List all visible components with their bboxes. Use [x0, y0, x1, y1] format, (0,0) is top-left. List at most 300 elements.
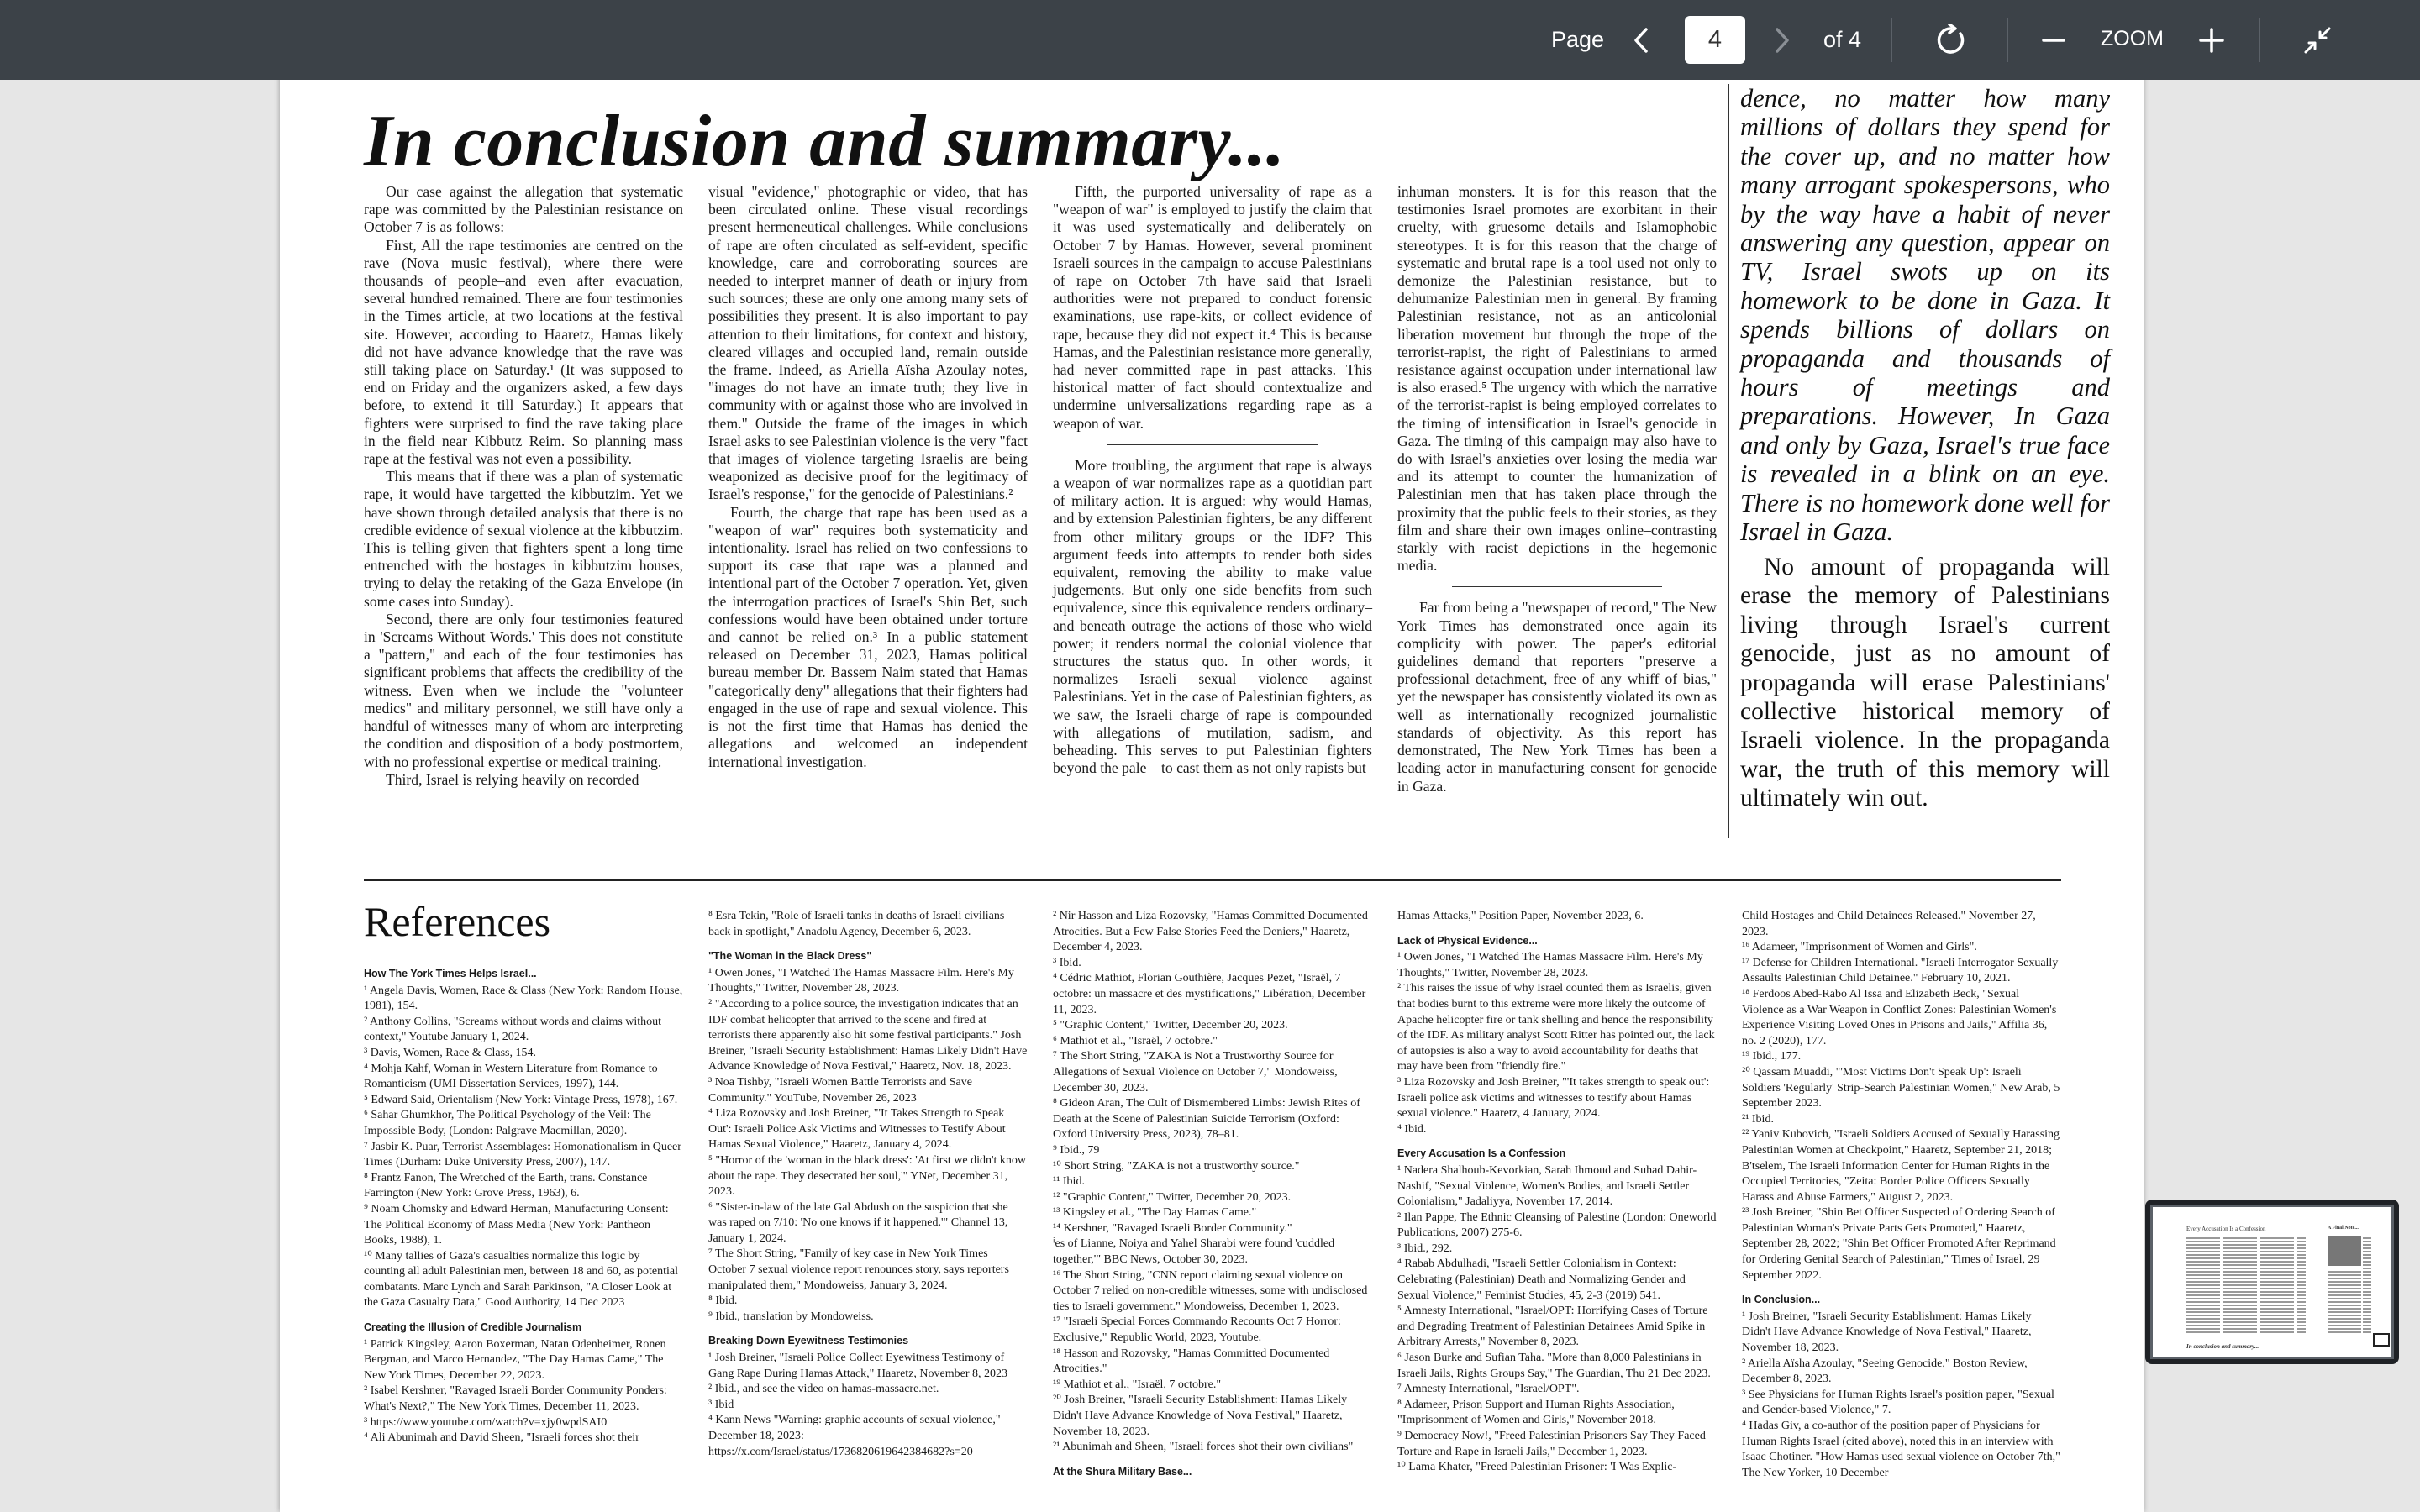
reference-entry: ² Ariella Aïsha Azoulay, "Seeing Genocide," Boston Review, December 8, 2023. [1742, 1357, 2028, 1386]
reference-entry: ² This raises the issue of why Israel counted them as Israelis, given that bodies burnt to this extreme were more likely the outcome of Apache helicopter fire or tank shelling and hence the responsibility of the IDF. As military analyst Scott Ritter has pointed out, the lack of autopsies is also a way to avoid accountability for deaths that may have been from "friendly fire." [1397, 982, 1715, 1074]
reference-entry: ² Ibid., and see the video on hamas-massacre.net. [708, 1383, 939, 1396]
chevron-right-icon [1770, 26, 1793, 55]
thumbnail-line [2223, 1318, 2257, 1320]
thumbnail-line [2297, 1311, 2306, 1313]
thumbnail-line [2186, 1251, 2220, 1252]
thumbnail-photo [2328, 1236, 2361, 1266]
thumbnail-line [2328, 1325, 2361, 1326]
thumbnail-line [2297, 1264, 2306, 1266]
reference-entry: ¹⁰ Short String, "ZAKA is not a trustworthy source." [1053, 1159, 1300, 1173]
toolbar-separator [2007, 18, 2008, 62]
thumbnail-line [2328, 1281, 2361, 1283]
thumbnail-line [2186, 1291, 2220, 1293]
reference-entry: ³ See Physicians for Human Rights Israel's position paper, "Sexual and Gender-based Violence," 7. [1742, 1388, 2054, 1417]
thumbnail-line [2223, 1278, 2257, 1279]
thumbnail-line [2328, 1308, 2361, 1310]
thumbnail-heading-right: A Final Note... [2328, 1226, 2359, 1231]
thumbnail-line [2223, 1261, 2257, 1263]
reference-entry: ⁵ Amnesty International, "Israel/OPT: Horrifying Cases of Torture and Degrading Treatment of Palestinian Detainees Amid Spike in Arbitrary Arrests," November 8, 2023. [1397, 1305, 1708, 1349]
thumbnail-line [2186, 1325, 2220, 1326]
thumbnail-line [2297, 1244, 2306, 1246]
thumbnail-line [2260, 1308, 2294, 1310]
thumbnail-line [2297, 1254, 2306, 1256]
reference-entry: ⁴ Rabab Abdulhadi, "Israeli Settler Colonialism in Context: Celebrating (Palestinian) Death and Normalizing Gender and Sexual Violence," Feminist Studies, 45, 2-3 (2019) 541. [1397, 1257, 1686, 1302]
reference-entry: ²¹ Ibid. [1742, 1112, 1774, 1126]
article-column-2 [708, 183, 1028, 771]
collapse-icon [2302, 25, 2333, 55]
thumbnail-line [2328, 1298, 2361, 1299]
thumbnail-line [2363, 1288, 2371, 1289]
thumbnail-line [2223, 1308, 2257, 1310]
plus-icon [2198, 27, 2225, 54]
thumbnail-line [2363, 1241, 2371, 1242]
reference-entry: ⁴ Mohja Kahf, Woman in Western Literature from Romance to Romanticism (UMI Dissertation Services, 1997), 144. [364, 1062, 658, 1091]
thumbnail-line [2186, 1284, 2220, 1286]
thumbnail-line [2297, 1274, 2306, 1276]
thumbnail-line [2186, 1305, 2220, 1306]
thumbnail-line [2363, 1261, 2371, 1263]
thumbnail-line [2297, 1325, 2306, 1326]
thumbnail-line [2223, 1298, 2257, 1299]
thumbnail-line [2363, 1298, 2371, 1299]
thumbnail-line [2260, 1315, 2294, 1316]
thumbnail-line [2223, 1281, 2257, 1283]
thumbnail-line [2328, 1278, 2361, 1279]
previous-page-button[interactable] [1620, 18, 1664, 62]
paragraph: Far from being a "newspaper of record," The New York Times has demonstrated once again its complicity with power. The paper's editorial guidelines demand that reporters "preserve a professional detachment, free of any whiff of bias," yet the newspaper has consistently violated its own as well as internationally recognized journalistic standards of objectivity. As this report has demonstrated, The New York Times has been a leading actor in manufacturing consent for genocide in Gaza. [1397, 599, 1717, 795]
thumbnail-line [2223, 1311, 2257, 1313]
thumbnail-line [2363, 1278, 2371, 1279]
paragraph: First, All the rape testimonies are centred on the rave (Nova music festival), where there were thousands of people–and even after evacuation, several hundred remained. There are four testimonies in the Times article, at two locations at the festival site. However, according to Haaretz, Hamas likely did not have advance knowledge that the rave was still taking place on Saturday.¹ (It was supposed to end on Friday and the organizers asked, a few days before, to extend it till Saturday.) It appears that fighters were surprised to find the rave taking place in the field near Kibbutz Reim. So planning mass rape at the festival was not even a possibility. [364, 236, 683, 468]
reference-entry: ¹² "Graphic Content," Twitter, December 20, 2023. [1053, 1190, 1292, 1204]
thumbnail-line [2328, 1294, 2361, 1296]
reference-entry: ¹⁰ Many tallies of Gaza's casualties normalize this logic by counting all adult Palestinian men, between 18 and 60, as potential combatants. Marc Lynch and Sarah Parkinson, "A Closer Look at the Gaza Casualty Data," Good Authority, 14 Dec 2023 [364, 1249, 679, 1310]
closing-paragraph: No amount of propaganda will erase the memory of Palestinians living through Israel's current genocide, just as no amount of propaganda will erase Palestinians' collective historical memory of Israeli violence. In the propaganda war, the truth of this memory will ultimately win out. [1740, 554, 2110, 812]
thumbnail-viewport-marker [2373, 1333, 2390, 1347]
thumbnail-line [2186, 1328, 2220, 1330]
reference-section-heading: How The York Times Helps Israel... [364, 968, 537, 979]
thumbnail-line [2223, 1244, 2257, 1246]
reference-entry: ¹⁰ Lama Khater, "Freed Palestinian Prisoner: 'I Was Explic- [1397, 1461, 1677, 1474]
thumbnail-line [2260, 1301, 2294, 1303]
reference-entry: ⁹ Ibid., translation by Mondoweiss. [708, 1310, 874, 1323]
reference-entry: ²⁰ Josh Breiner, "Israeli Security Establishment: Hamas Likely Didn't Have Advance Knowledge of Nova Festival," Haaretz, November 18, 2023. [1053, 1394, 1348, 1438]
thumbnail-line [2363, 1244, 2371, 1246]
thumbnail-line [2186, 1281, 2220, 1283]
thumbnail-line [2260, 1291, 2294, 1293]
thumbnail-line [2363, 1331, 2371, 1333]
thumbnail-line [2186, 1288, 2220, 1289]
reference-entry: ⁸ Esra Tekin, "Role of Israeli tanks in deaths of Israeli civilians back in spotlight," Anadolu Agency, December 6, 2023. [708, 910, 1005, 938]
thumbnail-line [2260, 1251, 2294, 1252]
thumbnail-line [2223, 1291, 2257, 1293]
rotate-button[interactable] [1929, 18, 1973, 62]
thumbnail-line [2328, 1311, 2361, 1313]
reference-entry: ¹ Patrick Kingsley, Aaron Boxerman, Natan Odenheimer, Ronen Bergman, and Marco Hernandez, "The Day Hamas Came," The New York Times, December 22, 2023. [364, 1337, 666, 1382]
reference-entry: ⁴ Hadas Giv, a co-author of the position paper of Physicians for Human Rights Israel (cited above), noted this in an interview with Isaac Chotiner. "How Hamas used sexual violence on October 7th," The New Yorker, 10 December [1742, 1420, 2060, 1479]
article-title: In conclusion and summary... [364, 101, 1286, 182]
reference-entry: ¹ Angela Davis, Women, Race & Class (New York: Random House, 1981), 154. [364, 984, 683, 1013]
thumbnail-line [2260, 1294, 2294, 1296]
reference-entry: ⁶ "Sister-in-law of the late Gal Abdush on the suspicion that she was raped on 7/10: 'No one knows if it happened.'" Channel 13, January 1, 2024. [708, 1200, 1008, 1245]
reference-entry: ⁷ The Short String, "ZAKA is Not a Trustworthy Source for Allegations of Sexual Violence on October 7," Mondoweiss, December 30, 2023. [1053, 1050, 1338, 1095]
thumbnail-line [2186, 1308, 2220, 1310]
reference-section-heading: Creating the Illusion of Credible Journalism [364, 1321, 582, 1334]
thumbnail-line [2260, 1311, 2294, 1313]
thumbnail-line [2297, 1308, 2306, 1310]
toolbar-separator [1891, 18, 1892, 62]
thumbnail-line [2297, 1298, 2306, 1299]
reference-entry: ⁶ Sahar Ghumkhor, The Political Psychology of the Veil: The Impossible Body, (London: Palgrave Macmillan, 2020). [364, 1109, 651, 1137]
next-page-button[interactable] [1760, 18, 1803, 62]
reference-entry: ⁷ Jasbir K. Puar, Terrorist Assemblages: Homonationalism in Queer Times (Durham: Duke University Press, 2007), 147. [364, 1140, 681, 1169]
reference-entry: ²⁰ Qassam Muaddi, "'Most Victims Don't Speak Up': Israeli Soldiers 'Regularly' Strip-Search Palestinian Women," New Arab, 5 September 2023. [1742, 1065, 2060, 1110]
thumbnail-line [2363, 1254, 2371, 1256]
reference-entry: ⁵ "Graphic Content," Twitter, December 20, 2023. [1053, 1019, 1288, 1032]
thumbnail-line [2186, 1311, 2220, 1313]
references-column-3 [1053, 909, 1372, 1512]
thumbnail-line [2223, 1271, 2257, 1273]
article-column-1 [364, 183, 683, 789]
reference-entry: ³ Ibid [708, 1398, 734, 1411]
paragraph: Second, there are only four testimonies featured in 'Screams Without Words.' This does not constitute a "pattern," and each of the four testimonies has significant problems that affects the credibility of the witness. Even when we include the "volunteer medics" and military personnel, we still have only a handful of witnesses–many of whom are interpreting the condition and disposition of a body postmortem, with no professional expertise or medical training. [364, 610, 683, 770]
thumbnail-line [2297, 1328, 2306, 1330]
thumbnail-line [2260, 1247, 2294, 1249]
thumbnail-line [2260, 1331, 2294, 1333]
thumbnail-line [2223, 1294, 2257, 1296]
thumbnail-line [2223, 1315, 2257, 1316]
reference-entry: ⁸ Ibid. [708, 1294, 738, 1308]
reference-entry: ⁱes of Lianne, Noiya and Yahel Sharabi were found 'cuddled together,'" BBC News, October 30, 2023. [1053, 1237, 1335, 1267]
column-divider [1728, 84, 1729, 838]
section-divider [1107, 444, 1318, 445]
thumbnail-line [2363, 1315, 2371, 1316]
thumbnail-line [2328, 1288, 2361, 1289]
thumbnail-line [2186, 1321, 2220, 1323]
thumbnail-line [2186, 1261, 2220, 1263]
thumbnail-line [2297, 1237, 2306, 1239]
thumbnail-line [2223, 1257, 2257, 1259]
page-number-input[interactable] [1685, 16, 1745, 64]
thumbnail-line [2260, 1274, 2294, 1276]
thumbnail-line [2223, 1331, 2257, 1333]
article-column-4 [1397, 183, 1717, 795]
thumbnail-line [2363, 1308, 2371, 1310]
thumbnail-line [2328, 1321, 2361, 1323]
reference-entry: ¹ Owen Jones, "I Watched The Hamas Massacre Film. Here's My Thoughts," Twitter, November 28, 2023. [708, 966, 1014, 995]
thumbnail-line [2297, 1288, 2306, 1289]
thumbnail-line [2363, 1281, 2371, 1283]
reference-entry: ¹⁹ Ibid., 177. [1742, 1050, 1802, 1063]
thumbnail-line [2363, 1321, 2371, 1323]
thumbnail-line [2260, 1241, 2294, 1242]
thumbnail-line [2223, 1284, 2257, 1286]
thumbnail-line [2297, 1305, 2306, 1306]
reference-entry: ² "According to a police source, the investigation indicates that an IDF combat helicopter that arrived to the scene and fired at terrorists there apparently also hit some festival participants." Josh Breiner, "Israeli Security Establishment: Hamas Likely Didn't Have Advance Knowledge of Nova Festival," Haaretz, Nov. 18, 2023. [708, 997, 1028, 1074]
reference-entry: ²² Yaniv Kubovich, "Israeli Soldiers Accused of Sexually Harassing Palestinian Women at Checkpoint," Haaretz, September 21, 2018; B'tselem, The Israeli Information Center for Human Rights in the Occupied Territories, "Zeita: Border Police Officers Sexually Harass and Abuse Farmers," August 2, 2023. [1742, 1128, 2060, 1204]
thumbnail-line [2363, 1251, 2371, 1252]
reference-entry: ¹¹ Ibid. [1053, 1175, 1085, 1189]
thumbnail-line [2186, 1244, 2220, 1246]
exit-fullscreen-button[interactable] [2296, 18, 2339, 62]
thumbnail-line [2363, 1247, 2371, 1249]
thumbnail-line [2260, 1281, 2294, 1283]
thumbnail-line [2186, 1298, 2220, 1299]
thumbnail-line [2186, 1331, 2220, 1333]
reference-entry: ¹⁸ Ferdoos Abed-Rabo Al Issa and Elizabeth Beck, "Sexual Violence as a War Weapon in Conflict Zones: Palestinian Women's Experience Visiting Loved Ones in Prisons and Jails," Affilia 36, no. 2 (2020), 177. [1742, 987, 2057, 1047]
reference-entry: ⁶ Jason Burke and Sufian Taha. "More than 8,000 Palestinians in Israeli Jails, Rights Groups Say," The Guardian, Thu 21 Dec 2023. [1397, 1352, 1711, 1380]
reference-entry: ³ Davis, Women, Race & Class, 154. [364, 1046, 537, 1059]
thumbnail-line [2260, 1244, 2294, 1246]
reference-entry: ¹⁸ Hasson and Rozovsky, "Hamas Committed Documented Atrocities." [1053, 1347, 1330, 1376]
reference-entry: ¹⁷ "Israeli Special Forces Commando Recounts Oct 7 Horror: Exclusive," Republic World, 2023, Youtube. [1053, 1315, 1341, 1345]
thumbnail-line [2328, 1315, 2361, 1316]
paragraph: Our case against the allegation that systematic rape was committed by the Palestinian resistance on October 7 is as follows: [364, 183, 683, 236]
thumbnail-line [2297, 1261, 2306, 1263]
thumbnail-line [2186, 1241, 2220, 1242]
thumbnail-line [2297, 1278, 2306, 1279]
thumbnail-line [2186, 1274, 2220, 1276]
rotate-icon [1934, 24, 1968, 57]
thumbnail-line [2186, 1278, 2220, 1279]
thumbnail-line [2260, 1318, 2294, 1320]
reference-entry: ⁷ The Short String, "Family of key case in New York Times October 7 sexual violence report renounces story, says reporters manipulated them," Mondoweiss, January 3, 2024. [708, 1247, 1009, 1292]
thumbnail-line [2223, 1325, 2257, 1326]
thumbnail-line [2260, 1284, 2294, 1286]
thumbnail-line [2260, 1288, 2294, 1289]
thumbnail-line [2186, 1247, 2220, 1249]
thumbnail-line [2223, 1254, 2257, 1256]
reference-entry: ³ https://www.youtube.com/watch?v=xjy0wpdSAI0 [364, 1415, 608, 1429]
reference-entry: ² Nir Hasson and Liza Rozovsky, "Hamas Committed Documented Atrocities. But a Few False Stories Feed the Deniers," Haaretz, December 4, 2023. [1053, 910, 1368, 954]
thumbnail-line [2186, 1237, 2220, 1239]
thumbnail-line [2328, 1271, 2361, 1273]
thumbnail-line [2186, 1294, 2220, 1296]
thumbnail-line [2260, 1264, 2294, 1266]
zoom-out-button[interactable] [2032, 18, 2075, 62]
reference-section-heading: In Conclusion... [1742, 1294, 1821, 1306]
references-column-2 [708, 909, 1028, 1512]
thumbnail-line [2363, 1301, 2371, 1303]
references-heading: References [364, 898, 551, 945]
reference-entry: Child Hostages and Child Detainees Released." November 27, 2023. [1742, 910, 2036, 938]
reference-entry: ⁴ Kann News "Warning: graphic accounts of sexual violence," December 18, 2023: https://x.com/Israel/status/1736820619642384682?s=20 [708, 1414, 1001, 1458]
paragraph: inhuman monsters. It is for this reason that the testimonies Israel promotes are exorbitant in their cruelty, with gruesome details and Islamophobic stereotypes. It is for this reason that the charge of systematic and brutal rape is a tool used not only to demonize the Palestinian resistance, but to dehumanize Palestinian men in general. By framing Palestinian resistance, not as an anticolonial liberation movement but through the trope of the terrorist-rapist, the right of Palestinians to armed resistance against occupation under international law is also erased.⁵ The urgency with which the narrative of the terrorist-rapist is being employed correlates to the timing of intensification in Israel's genocide in Gaza. The timing of this campaign may also have to do with Israel's anxieties over losing the media war and its attempt to counter the humanization of Palestinian men that has taken place through the proximity that the public feels to their stories, as they film and share their own images online–contrasting starkly with racist depictions in the hegemonic media. [1397, 183, 1717, 575]
thumbnail-line [2363, 1257, 2371, 1259]
thumbnail-line [2186, 1301, 2220, 1303]
thumbnail-line [2297, 1294, 2306, 1296]
thumbnail-line [2260, 1321, 2294, 1323]
zoom-in-button[interactable] [2190, 18, 2233, 62]
reference-entry: ⁵ Edward Said, Orientalism (New York: Vintage Press, 1978), 167. [364, 1093, 678, 1106]
thumbnail-line [2223, 1268, 2257, 1269]
viewer-toolbar [0, 0, 2420, 80]
reference-entry: ⁵ "Horror of the 'woman in the black dress': 'At first we didn't know about the rape. They desecrated her soul,'" YNet, December 31, 2023. [708, 1153, 1026, 1199]
thumbnail-line [2328, 1328, 2361, 1330]
reference-entry: ³ Liza Rozovsky and Josh Breiner, "'It takes strength to speak out': Israeli police ask victims and witnesses to testify about Hamas sexual violence." Haaretz, 4 January, 2024. [1397, 1075, 1710, 1121]
reference-entry: ³ Noa Tishby, "Israeli Women Battle Terrorists and Save Community." YouTube, November 26, 2023 [708, 1075, 972, 1105]
thumbnail-line [2223, 1241, 2257, 1242]
reference-entry: ⁸ Adameer, Prison Support and Human Rights Association, "Imprisonment of Women and Girls," November 2018. [1397, 1398, 1675, 1427]
thumbnail-line [2260, 1254, 2294, 1256]
references-rule [364, 879, 2061, 881]
pull-quote-italic: dence, no matter how many millions of dollars they spend for the cover up, and no matter how many arrogant spokespersons, who by the way have a habit of never answering any question, appear on TV, Israel swots up on its homework to be done in Gaza. It spends billions of dollars on propaganda and thousands of hours of meetings and preparations. However, In Gaza and only by Gaza, Israel's true face is revealed in a blink on an eye. There is no homework done well for Israel in Gaza. [1740, 84, 2110, 547]
thumbnail-line [2260, 1261, 2294, 1263]
reference-entry: ⁸ Frantz Fanon, The Wretched of the Earth, trans. Constance Farrington (New York: Grove Press, 1963), 6. [364, 1171, 648, 1200]
reference-entry: ¹ Josh Breiner, "Israeli Security Establishment: Hamas Likely Didn't Have Advance Knowledge of Nova Festival," Haaretz, November 18, 2023. [1742, 1310, 2032, 1355]
thumbnail-line [2328, 1284, 2361, 1286]
thumbnail-line [2297, 1257, 2306, 1259]
thumbnail-line [2328, 1301, 2361, 1303]
paragraph: visual "evidence," photographic or video, that has been circulated online. These visual recordings present hermeneutical challenges. While conclusions of rape are often circulated as self-evident, specific knowledge, care and corroborating sources are needed to interpret manner of death or injury from such sources; these are only one among many sets of possibilities they present. It is also important to pay attention to their limitations, for context and history, cleared villages and occupied land, remain outside the frame. Indeed, as Ariella Aïsha Azoulay notes, "images do not have an innate truth; they live in community with or against those who are involved in them." Outside the frame of the images in which Israel asks to see Palestinian violence is the very "fact that images of violence targeting Israelis are being weaponized as decisive proof for the legitimacy of Israel's response," for the genocide of Palestinians.² [708, 183, 1028, 503]
thumbnail-line [2186, 1254, 2220, 1256]
reference-section-heading: At the Shura Military Base... [1053, 1465, 1192, 1478]
thumbnail-line [2260, 1268, 2294, 1269]
thumbnail-line [2363, 1268, 2371, 1269]
thumbnail-line [2260, 1271, 2294, 1273]
references-column-5 [1742, 909, 2061, 1512]
reference-entry: ² Anthony Collins, "Screams without words and claims without context," Youtube January 1, 2024. [364, 1015, 662, 1044]
zoom-label: ZOOM [2101, 27, 2164, 50]
thumbnail-line [2363, 1328, 2371, 1330]
thumbnail-line [2363, 1284, 2371, 1286]
thumbnail-line [2223, 1305, 2257, 1306]
reference-entry: ¹ Owen Jones, "I Watched The Hamas Massacre Film. Here's My Thoughts," Twitter, November 28, 2023. [1397, 951, 1703, 979]
page-count: of 4 [1823, 27, 1862, 52]
document-page [280, 0, 2144, 1512]
reference-entry: ⁴ Ibid. [1397, 1122, 1427, 1136]
thumbnail-line [2363, 1311, 2371, 1313]
paragraph: This means that if there was a plan of systematic rape, it would have targetted the kibbutzim. Yet we have shown through detailed analysis that there is no credible evidence of sexual violence at the kibbutzim. This is telling given that fighters spent a long time entrenched with the hostages in kibbutzim houses, trying to delay the retaking of the Gaza Envelope (in some cases into Sunday). [364, 468, 683, 610]
thumbnail-line [2363, 1264, 2371, 1266]
thumbnail-line [2186, 1271, 2220, 1273]
thumbnail-line [2363, 1318, 2371, 1320]
thumbnail-line [2297, 1284, 2306, 1286]
reference-entry: ¹⁹ Mathiot et al., "Israël, 7 octobre." [1053, 1378, 1222, 1391]
section-divider [1452, 586, 1662, 587]
thumbnail-line [2223, 1251, 2257, 1252]
reference-entry: ³ Ibid., 292. [1397, 1242, 1453, 1255]
paragraph: Fifth, the purported universality of rape as a "weapon of war" is employed to justify the claim that it was used systematically and deliberately on October 7 by Hamas. However, several prominent Israeli sources in the campaign to accuse Palestinians of rape on October 7th have said that Israeli authorities were not prepared to conduct forensic examinations, use rape-kits, or collect evidence of rape, because they did not expect it.⁴ This is because Hamas, and the Palestinian resistance more generally, had never committed rape in past attacks. This historical matter of fact should contextualize and undermine universalizations regarding rape as a weapon of war. [1053, 183, 1372, 432]
chevron-left-icon [1630, 26, 1654, 55]
thumbnail-line [2260, 1305, 2294, 1306]
thumbnail-line [2186, 1268, 2220, 1269]
minus-icon [2041, 28, 2066, 53]
thumbnail-line [2328, 1305, 2361, 1306]
thumbnail-line [2297, 1301, 2306, 1303]
thumbnail-line [2223, 1321, 2257, 1323]
reference-entry: ⁶ Mathiot et al., "Israël, 7 octobre." [1053, 1034, 1218, 1047]
paragraph: More troubling, the argument that rape is always a weapon of war normalizes rape as a quotidian part of military action. It is argued: why would Hamas, and by extension Palestinian fighters, be any different from other military groups—or the IDF? This argument feeds into attempts to render both sides equivalent, removing the ability to make value judgements. But only one side benefits from such equivalence, since this equivalence renders ordinary–and beneath outrage–the actions of those who wield power; it renders normal the colonial violence that structures the status quo. In other words, it normalizes Israeli sexual violence against Palestinians. Yet in the case of Palestinian fighters, as we saw, the Israeli charge of rape is compounded with allegations of mutilation, sadism, and beheading. This serves to put Palestinian fighters beyond the pale—to cast them as not only rapists but [1053, 456, 1372, 777]
thumbnail-line [2297, 1321, 2306, 1323]
thumbnail-line [2223, 1328, 2257, 1330]
thumbnail-line [2186, 1315, 2220, 1316]
thumbnail-line [2260, 1298, 2294, 1299]
thumbnail-bottom-title: In conclusion and summary... [2186, 1343, 2260, 1350]
thumbnail-line [2297, 1281, 2306, 1283]
thumbnail-line [2223, 1237, 2257, 1239]
page-thumbnail-navigator[interactable] [2145, 1200, 2399, 1364]
reference-entry: ¹⁷ Defense for Children International. "Israeli Interrogator Sexually Assaults Palestinian Child Detainee." February 10, 2021. [1742, 956, 2059, 985]
reference-entry: ⁹ Ibid., 79 [1053, 1143, 1100, 1157]
reference-entry: ¹⁶ Adameer, "Imprisonment of Women and Girls". [1742, 941, 1977, 954]
thumbnail-line [2223, 1288, 2257, 1289]
reference-entry: ⁴ Liza Rozovsky and Josh Breiner, "'It Takes Strength to Speak Out': Israeli Police Ask Victims and Witnesses to Testify About Hamas Sexual Violence," Haaretz, January 4, 2024. [708, 1107, 1006, 1152]
reference-entry: ² Isabel Kershner, "Ravaged Israeli Border Community Ponders: What's Next?," The New York Times, December 11, 2023. [364, 1384, 667, 1414]
reference-entry: ¹⁶ The Short String, "CNN report claiming sexual violence on October 7 relied on non-credible witnesses, some with undisclosed ties to Israeli government." Mondoweiss, December 1, 2023. [1053, 1268, 1368, 1313]
thumbnail-line [2363, 1325, 2371, 1326]
thumbnail-line [2260, 1257, 2294, 1259]
thumbnail-line [2260, 1237, 2294, 1239]
thumbnail-line [2297, 1241, 2306, 1242]
thumbnail-line [2363, 1305, 2371, 1306]
thumbnail-line [2328, 1331, 2361, 1333]
thumbnail-line [2260, 1328, 2294, 1330]
thumbnail-line [2297, 1268, 2306, 1269]
reference-entry: ⁴ Ali Abunimah and David Sheen, "Israeli forces shot their [364, 1431, 639, 1445]
thumbnail-line [2297, 1331, 2306, 1333]
reference-section-heading: Breaking Down Eyewitness Testimonies [708, 1335, 909, 1347]
thumbnail-line [2260, 1325, 2294, 1326]
reference-entry: ⁴ Cédric Mathiot, Florian Gouthière, Jacques Pezet, "Israël, 7 octobre: un massacre et des mystifications," Libération, December 11, 2023. [1053, 972, 1366, 1016]
article-column-3 [1053, 183, 1372, 778]
thumbnail-line [2328, 1274, 2361, 1276]
thumbnail-line [2363, 1274, 2371, 1276]
thumbnail-line [2297, 1291, 2306, 1293]
thumbnail-line [2363, 1291, 2371, 1293]
thumbnail-line [2297, 1247, 2306, 1249]
reference-entry: ² Ilan Pappe, The Ethnic Cleansing of Palestine (London: Oneworld Publications, 2007) 275-6. [1397, 1210, 1717, 1240]
paragraph: Third, Israel is relying heavily on recorded [386, 770, 639, 788]
reference-entry: ⁹ Democracy Now!, "Freed Palestinian Prisoners Say They Faced Torture and Rape in Israeli Jails," December 1, 2023. [1397, 1430, 1706, 1458]
reference-entry: ⁹ Noam Chomsky and Edward Herman, Manufacturing Consent: The Political Economy of Mass Media (New York: Pantheon Books, 1988), 1. [364, 1202, 669, 1247]
reference-entry: ⁸ Gideon Aran, The Cult of Dismembered Limbs: Jewish Rites of Death at the Scene of Palestinian Suicide Terrorism (Oxford: Oxford University Press, 2023), 78–81. [1053, 1097, 1360, 1142]
reference-entry: ¹⁴ Kershner, "Ravaged Israeli Border Community." [1053, 1221, 1292, 1235]
paragraph: Fourth, the charge that rape has been used as a "weapon of war" requires both systematicity and intentionality. Israel has relied on two confessions to support its case that rape was a planned and intentional part of the October 7 operation. Yet, given the interrogation practices of Israel's Shin Bet, such confessions would have been obtained under torture and cannot be relied on.³ In a public statement released on December 31, 2023, Hamas political bureau member Dr. Bassem Naim stated that Hamas "categorically deny" allegations that their fighters had engaged in the use of rape and sexual violence. This is not the first time that Hamas has denied the allegations and welcomed an independent international investigation. [708, 503, 1028, 770]
page-label: Page [1551, 27, 1605, 52]
thumbnail-line [2223, 1301, 2257, 1303]
thumbnail-line [2363, 1294, 2371, 1296]
thumbnail-heading-left: Every Accusation Is a Confession [2186, 1226, 2266, 1232]
thumbnail-line [2297, 1251, 2306, 1252]
reference-section-heading: Lack of Physical Evidence... [1397, 934, 1538, 947]
reference-entry: ¹³ Kingsley et al., "The Day Hamas Came." [1053, 1206, 1257, 1220]
references-column-4 [1397, 909, 1717, 1512]
thumbnail-line [2363, 1237, 2371, 1239]
reference-entry: ¹ Josh Breiner, "Israeli Police Collect Eyewitness Testimony of Gang Rape During Hamas Attack," Haaretz, November 8, 2023 [708, 1352, 1007, 1380]
thumbnail-line [2186, 1257, 2220, 1259]
reference-section-heading: "The Woman in the Black Dress" [708, 950, 872, 963]
thumbnail-line [2223, 1274, 2257, 1276]
thumbnail-line [2297, 1318, 2306, 1320]
reference-entry: Hamas Attacks," Position Paper, November 2023, 6. [1397, 910, 1644, 922]
thumbnail-line [2186, 1264, 2220, 1266]
thumbnail-line [2260, 1278, 2294, 1279]
reference-entry: ²¹ Abunimah and Sheen, "Israeli forces shot their own civilians" [1053, 1441, 1354, 1454]
thumbnail-line [2328, 1318, 2361, 1320]
references-column-1 [364, 966, 683, 1512]
reference-section-heading: Every Accusation Is a Confession [1397, 1147, 1566, 1160]
thumbnail-line [2328, 1291, 2361, 1293]
reference-entry: ³ Ibid. [1053, 956, 1081, 969]
thumbnail-page[interactable] [2150, 1205, 2394, 1359]
reference-entry: ⁷ Amnesty International, "Israel/OPT". [1397, 1383, 1580, 1396]
reference-entry: ¹ Nadera Shalhoub-Kevorkian, Sarah Ihmoud and Suhad Dahir-Nashif, "Sexual Violence, Women's Bodies, and Israeli Settler Colonialism," Jadaliyya, November 17, 2014. [1397, 1163, 1697, 1209]
thumbnail-line [2186, 1318, 2220, 1320]
thumbnail-line [2223, 1264, 2257, 1266]
thumbnail-line [2363, 1271, 2371, 1273]
thumbnail-line [2297, 1271, 2306, 1273]
